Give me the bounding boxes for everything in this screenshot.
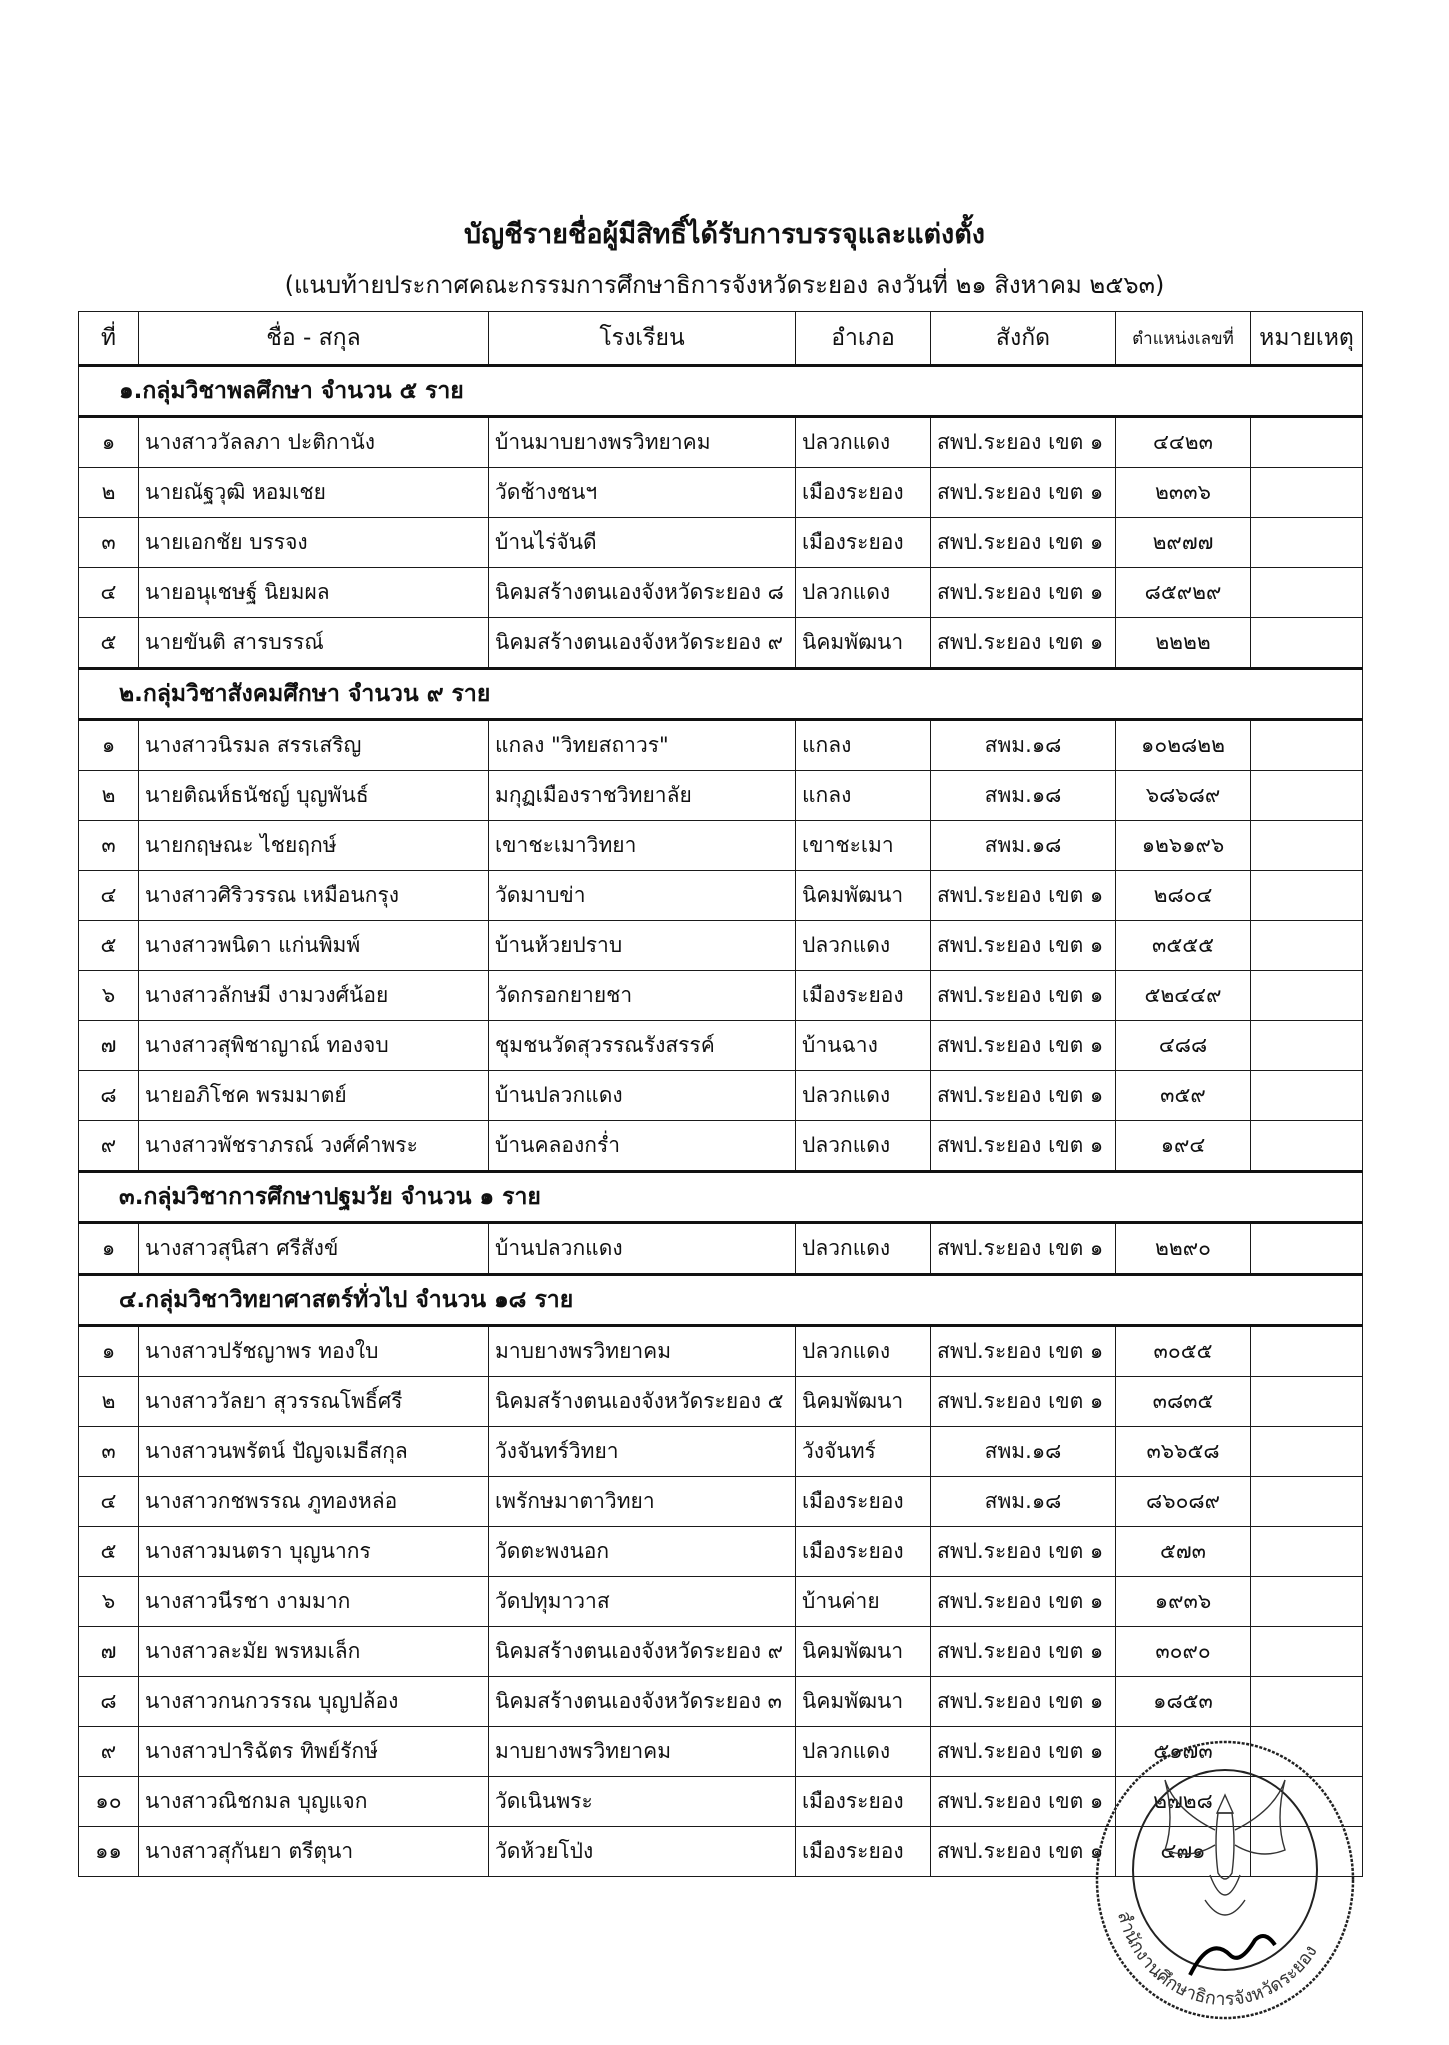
note	[1251, 1377, 1363, 1427]
row-number: ๘	[79, 1677, 139, 1727]
person-name: นางสาวณิชกมล บุญแจก	[139, 1777, 489, 1827]
district-name: วังจันทร์	[796, 1427, 931, 1477]
affiliation: สพม.๑๘	[931, 1477, 1116, 1527]
school-name: วัดห้วยโป่ง	[489, 1827, 796, 1877]
position-number: ๕๗๓	[1116, 1527, 1251, 1577]
affiliation: สพม.๑๘	[931, 771, 1116, 821]
row-number: ๔	[79, 1477, 139, 1527]
row-number: ๕	[79, 1527, 139, 1577]
position-number: ๓๐๙๐	[1116, 1627, 1251, 1677]
affiliation: สพป.ระยอง เขต ๑	[931, 871, 1116, 921]
person-name: นายอนุเชษฐ์ นิยมผล	[139, 568, 489, 618]
school-name: นิคมสร้างตนเองจังหวัดระยอง ๙	[489, 618, 796, 669]
note	[1251, 871, 1363, 921]
person-name: นายกฤษณะ ไชยฤกษ์	[139, 821, 489, 871]
affiliation: สพป.ระยอง เขต ๑	[931, 468, 1116, 518]
section-header-row	[79, 1172, 1363, 1223]
position-number: ๒๓๓๖	[1116, 468, 1251, 518]
school-name: วัดตะพงนอก	[489, 1527, 796, 1577]
header-school: โรงเรียน	[489, 312, 796, 366]
person-name: นางสาวพนิดา แก่นพิมพ์	[139, 921, 489, 971]
table-row	[79, 468, 1363, 518]
district-name: แกลง	[796, 720, 931, 771]
header-note: หมายเหตุ	[1251, 312, 1363, 366]
person-name: นางสาวนิรมล สรรเสริญ	[139, 720, 489, 771]
appointment-list-table	[78, 311, 1363, 1877]
table-row	[79, 871, 1363, 921]
affiliation: สพม.๑๘	[931, 720, 1116, 771]
note	[1251, 1577, 1363, 1627]
school-name: วังจันทร์วิทยา	[489, 1427, 796, 1477]
affiliation: สพป.ระยอง เขต ๑	[931, 921, 1116, 971]
position-number: ๓๕๕๕	[1116, 921, 1251, 971]
district-name: เมืองระยอง	[796, 518, 931, 568]
table-header-row	[79, 312, 1363, 366]
person-name: นางสาวนพรัตน์ ปัญจเมธีสกุล	[139, 1427, 489, 1477]
row-number: ๓	[79, 518, 139, 568]
table-row	[79, 568, 1363, 618]
district-name: ปลวกแดง	[796, 1121, 931, 1172]
note	[1251, 1071, 1363, 1121]
row-number: ๒	[79, 1377, 139, 1427]
row-number: ๙	[79, 1727, 139, 1777]
person-name: นางสาวละมัย พรหมเล็ก	[139, 1627, 489, 1677]
affiliation: สพป.ระยอง เขต ๑	[931, 568, 1116, 618]
district-name: ปลวกแดง	[796, 417, 931, 468]
position-number: ๑๘๕๓	[1116, 1677, 1251, 1727]
person-name: นางสาวสุกันยา ตรีตุนา	[139, 1827, 489, 1877]
position-number: ๘๕๙๒๙	[1116, 568, 1251, 618]
header-district: อำเภอ	[796, 312, 931, 366]
note	[1251, 1527, 1363, 1577]
school-name: บ้านปลวกแดง	[489, 1071, 796, 1121]
affiliation: สพป.ระยอง เขต ๑	[931, 1071, 1116, 1121]
table-row	[79, 618, 1363, 669]
table-row	[79, 971, 1363, 1021]
header-position-number: ตำแหน่งเลขที่	[1116, 312, 1251, 366]
header-affiliation: สังกัด	[931, 312, 1116, 366]
signature-mark	[1190, 1936, 1275, 1975]
school-name: วัดกรอกยายชา	[489, 971, 796, 1021]
table-row	[79, 1477, 1363, 1527]
row-number: ๔	[79, 568, 139, 618]
table-row	[79, 1121, 1363, 1172]
table-row	[79, 1071, 1363, 1121]
school-name: วัดปทุมาวาส	[489, 1577, 796, 1627]
person-name: นางสาวกชพรรณ ภูทองหล่อ	[139, 1477, 489, 1527]
position-number: ๒๘๐๔	[1116, 871, 1251, 921]
school-name: มาบยางพรวิทยาคม	[489, 1727, 796, 1777]
district-name: เมืองระยอง	[796, 1477, 931, 1527]
affiliation: สพป.ระยอง เขต ๑	[931, 1577, 1116, 1627]
svg-text:สำนักงานศึกษาธิการจังหวัดระยอง: สำนักงานศึกษาธิการจังหวัดระยอง	[1112, 1908, 1322, 2011]
row-number: ๑๐	[79, 1777, 139, 1827]
affiliation: สพป.ระยอง เขต ๑	[931, 518, 1116, 568]
position-number: ๒๗๒๘	[1116, 1777, 1251, 1827]
table-row	[79, 1223, 1363, 1275]
position-number: ๑๙๔	[1116, 1121, 1251, 1172]
position-number: ๒๒๙๐	[1116, 1223, 1251, 1275]
school-name: มกุฏเมืองราชวิทยาลัย	[489, 771, 796, 821]
school-name: ชุมชนวัดสุวรรณรังสรรค์	[489, 1021, 796, 1071]
person-name: นายขันติ สารบรรณ์	[139, 618, 489, 669]
school-name: บ้านห้วยปราบ	[489, 921, 796, 971]
note	[1251, 1427, 1363, 1477]
district-name: เมืองระยอง	[796, 1777, 931, 1827]
row-number: ๘	[79, 1071, 139, 1121]
section-header-row	[79, 1275, 1363, 1326]
school-name: แกลง "วิทยสถาวร"	[489, 720, 796, 771]
district-name: บ้านค่าย	[796, 1577, 931, 1627]
note	[1251, 1326, 1363, 1377]
affiliation: สพป.ระยอง เขต ๑	[931, 1777, 1116, 1827]
position-number: ๓๕๙	[1116, 1071, 1251, 1121]
note	[1251, 1777, 1363, 1827]
district-name: เขาชะเมา	[796, 821, 931, 871]
table-row	[79, 417, 1363, 468]
document-subtitle: (แนบท้ายประกาศคณะกรรมการศึกษาธิการจังหวัดระยอง ลงวันที่ ๒๑ สิงหาคม ๒๕๖๓)	[284, 271, 1165, 299]
person-name: นางสาวมนตรา บุญนากร	[139, 1527, 489, 1577]
person-name: นายณัฐวุฒิ หอมเชย	[139, 468, 489, 518]
table-row	[79, 1577, 1363, 1627]
district-name: ปลวกแดง	[796, 1071, 931, 1121]
person-name: นางสาวสุพิชาญาณ์ ทองจบ	[139, 1021, 489, 1071]
document-title: บัญชีรายชื่อผู้มีสิทธิ์ได้รับการบรรจุและแต่งตั้ง	[464, 219, 985, 250]
section-header-row	[79, 366, 1363, 417]
note	[1251, 1121, 1363, 1172]
table-row	[79, 1527, 1363, 1577]
affiliation: สพป.ระยอง เขต ๑	[931, 618, 1116, 669]
table-row	[79, 1777, 1363, 1827]
position-number: ๔๘๘	[1116, 1021, 1251, 1071]
note	[1251, 1727, 1363, 1777]
affiliation: สพป.ระยอง เขต ๑	[931, 1377, 1116, 1427]
district-name: นิคมพัฒนา	[796, 1627, 931, 1677]
school-name: เพรักษมาตาวิทยา	[489, 1477, 796, 1527]
row-number: ๗	[79, 1021, 139, 1071]
position-number: ๘๖๐๘๙	[1116, 1477, 1251, 1527]
note	[1251, 720, 1363, 771]
affiliation: สพม.๑๘	[931, 1427, 1116, 1477]
note	[1251, 417, 1363, 468]
affiliation: สพป.ระยอง เขต ๑	[931, 1677, 1116, 1727]
school-name: นิคมสร้างตนเองจังหวัดระยอง ๕	[489, 1377, 796, 1427]
school-name: บ้านมาบยางพรวิทยาคม	[489, 417, 796, 468]
affiliation: สพป.ระยอง เขต ๑	[931, 417, 1116, 468]
person-name: นางสาววัลยา สุวรรณโพธิ์ศรี	[139, 1377, 489, 1427]
note	[1251, 518, 1363, 568]
person-name: นางสาวปาริฉัตร ทิพย์รักษ์	[139, 1727, 489, 1777]
note	[1251, 921, 1363, 971]
district-name: แกลง	[796, 771, 931, 821]
person-name: นางสาววัลลภา ปะติกานัง	[139, 417, 489, 468]
person-name: นางสาวนีรชา งามมาก	[139, 1577, 489, 1627]
table-row	[79, 1377, 1363, 1427]
row-number: ๑	[79, 417, 139, 468]
row-number: ๙	[79, 1121, 139, 1172]
position-number: ๔๗๑	[1116, 1827, 1251, 1877]
school-name: บ้านคลองกร่ำ	[489, 1121, 796, 1172]
note	[1251, 1827, 1363, 1877]
row-number: ๒	[79, 468, 139, 518]
table-row	[79, 1021, 1363, 1071]
table-row	[79, 720, 1363, 771]
table-row	[79, 518, 1363, 568]
affiliation: สพป.ระยอง เขต ๑	[931, 1727, 1116, 1777]
school-name: วัดช้างชนฯ	[489, 468, 796, 518]
table-row	[79, 821, 1363, 871]
note	[1251, 771, 1363, 821]
section-title: ๓.กลุ่มวิชาการศึกษาปฐมวัย จำนวน ๑ ราย	[79, 1172, 1363, 1223]
school-name: วัดเนินพระ	[489, 1777, 796, 1827]
affiliation: สพป.ระยอง เขต ๑	[931, 1627, 1116, 1677]
row-number: ๕	[79, 921, 139, 971]
affiliation: สพป.ระยอง เขต ๑	[931, 1326, 1116, 1377]
row-number: ๓	[79, 1427, 139, 1477]
row-number: ๑๑	[79, 1827, 139, 1877]
row-number: ๔	[79, 871, 139, 921]
affiliation: สพป.ระยอง เขต ๑	[931, 971, 1116, 1021]
person-name: นายติณห์ธนัชญ์ บุญพันธ์	[139, 771, 489, 821]
district-name: นิคมพัฒนา	[796, 618, 931, 669]
district-name: นิคมพัฒนา	[796, 871, 931, 921]
position-number: ๒๙๗๗	[1116, 518, 1251, 568]
school-name: มาบยางพรวิทยาคม	[489, 1326, 796, 1377]
row-number: ๒	[79, 771, 139, 821]
district-name: เมืองระยอง	[796, 1827, 931, 1877]
table-body	[79, 366, 1363, 1877]
note	[1251, 1477, 1363, 1527]
affiliation: สพม.๑๘	[931, 821, 1116, 871]
position-number: ๓๘๓๕	[1116, 1377, 1251, 1427]
school-name: นิคมสร้างตนเองจังหวัดระยอง ๙	[489, 1627, 796, 1677]
person-name: นางสาวลักษมี งามวงศ์น้อย	[139, 971, 489, 1021]
table-row	[79, 771, 1363, 821]
row-number: ๖	[79, 971, 139, 1021]
note	[1251, 1223, 1363, 1275]
position-number: ๕๑๗๓	[1116, 1727, 1251, 1777]
table-row	[79, 1727, 1363, 1777]
district-name: ปลวกแดง	[796, 1727, 931, 1777]
position-number: ๔๔๒๓	[1116, 417, 1251, 468]
note	[1251, 971, 1363, 1021]
row-number: ๓	[79, 821, 139, 871]
row-number: ๑	[79, 1326, 139, 1377]
person-name: นางสาวศิริวรรณ เหมือนกรุง	[139, 871, 489, 921]
district-name: ปลวกแดง	[796, 1223, 931, 1275]
note	[1251, 1021, 1363, 1071]
affiliation: สพป.ระยอง เขต ๑	[931, 1021, 1116, 1071]
row-number: ๑	[79, 720, 139, 771]
table-row	[79, 1326, 1363, 1377]
district-name: นิคมพัฒนา	[796, 1677, 931, 1727]
district-name: ปลวกแดง	[796, 1326, 931, 1377]
position-number: ๓๐๕๕	[1116, 1326, 1251, 1377]
section-header-row	[79, 669, 1363, 720]
position-number: ๑๐๒๘๒๒	[1116, 720, 1251, 771]
table-row	[79, 1627, 1363, 1677]
table-row	[79, 1427, 1363, 1477]
position-number: ๕๒๔๔๙	[1116, 971, 1251, 1021]
row-number: ๗	[79, 1627, 139, 1677]
district-name: ปลวกแดง	[796, 921, 931, 971]
table-row	[79, 1827, 1363, 1877]
school-name: บ้านไร่จันดี	[489, 518, 796, 568]
affiliation: สพป.ระยอง เขต ๑	[931, 1223, 1116, 1275]
note	[1251, 618, 1363, 669]
note	[1251, 468, 1363, 518]
note	[1251, 1627, 1363, 1677]
position-number: ๖๘๖๘๙	[1116, 771, 1251, 821]
district-name: เมืองระยอง	[796, 1527, 931, 1577]
section-title: ๑.กลุ่มวิชาพลศึกษา จำนวน ๕ ราย	[79, 366, 1363, 417]
row-number: ๑	[79, 1223, 139, 1275]
affiliation: สพป.ระยอง เขต ๑	[931, 1121, 1116, 1172]
note	[1251, 568, 1363, 618]
note	[1251, 821, 1363, 871]
position-number: ๒๒๒๒	[1116, 618, 1251, 669]
position-number: ๑๙๓๖	[1116, 1577, 1251, 1627]
person-name: นางสาวปรัชญาพร ทองใบ	[139, 1326, 489, 1377]
district-name: เมืองระยอง	[796, 468, 931, 518]
affiliation: สพป.ระยอง เขต ๑	[931, 1827, 1116, 1877]
district-name: นิคมพัฒนา	[796, 1377, 931, 1427]
section-title: ๔.กลุ่มวิชาวิทยาศาสตร์ทั่วไป จำนวน ๑๘ ราย	[79, 1275, 1363, 1326]
district-name: บ้านฉาง	[796, 1021, 931, 1071]
table-row	[79, 921, 1363, 971]
section-title: ๒.กลุ่มวิชาสังคมศึกษา จำนวน ๙ ราย	[79, 669, 1363, 720]
row-number: ๖	[79, 1577, 139, 1627]
affiliation: สพป.ระยอง เขต ๑	[931, 1527, 1116, 1577]
school-name: เขาชะเมาวิทยา	[489, 821, 796, 871]
person-name: นางสาวพัชราภรณ์ วงศ์คำพระ	[139, 1121, 489, 1172]
position-number: ๑๒๖๑๙๖	[1116, 821, 1251, 871]
table-row	[79, 1677, 1363, 1727]
person-name: นายเอกชัย บรรจง	[139, 518, 489, 568]
person-name: นายอภิโชค พรมมาตย์	[139, 1071, 489, 1121]
school-name: นิคมสร้างตนเองจังหวัดระยอง ๘	[489, 568, 796, 618]
school-name: บ้านปลวกแดง	[489, 1223, 796, 1275]
person-name: นางสาวสุนิสา ศรีสังข์	[139, 1223, 489, 1275]
school-name: นิคมสร้างตนเองจังหวัดระยอง ๓	[489, 1677, 796, 1727]
district-name: ปลวกแดง	[796, 568, 931, 618]
person-name: นางสาวกนกวรรณ บุญปล้อง	[139, 1677, 489, 1727]
school-name: วัดมาบข่า	[489, 871, 796, 921]
note	[1251, 1677, 1363, 1727]
header-name: ชื่อ - สกุล	[139, 312, 489, 366]
header-no: ที่	[79, 312, 139, 366]
row-number: ๕	[79, 618, 139, 669]
position-number: ๓๖๖๕๘	[1116, 1427, 1251, 1477]
district-name: เมืองระยอง	[796, 971, 931, 1021]
